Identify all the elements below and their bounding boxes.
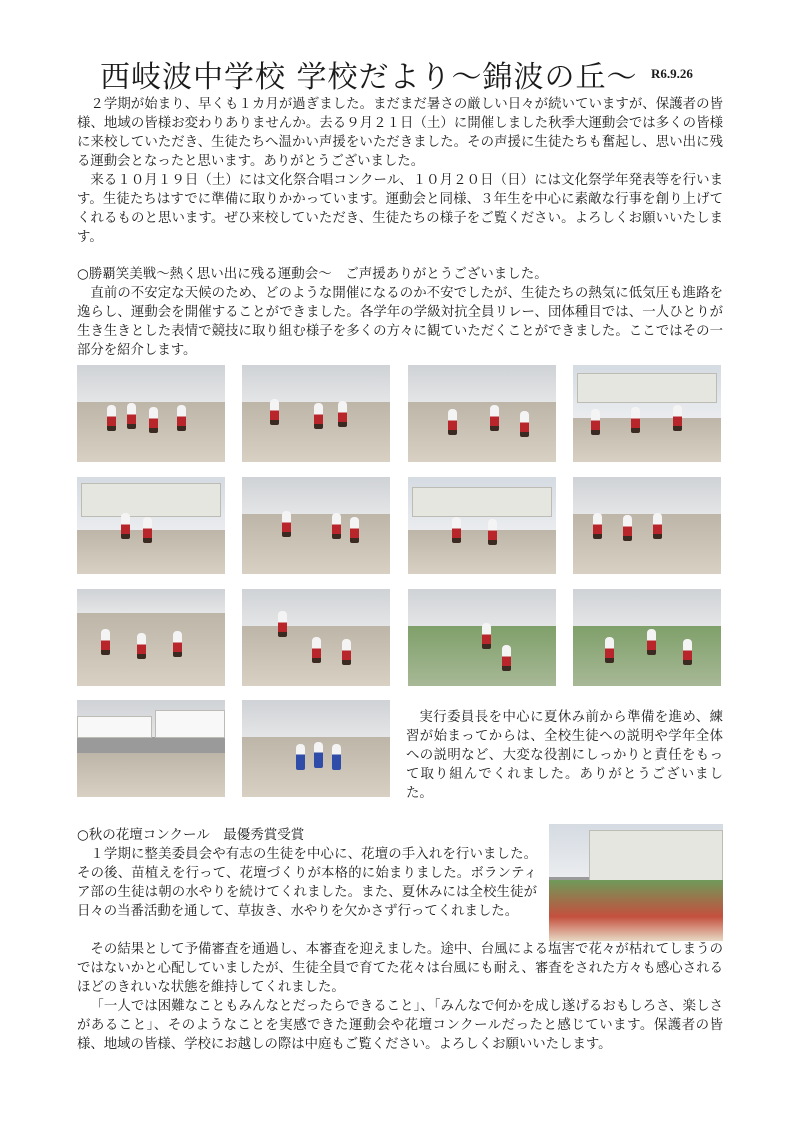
sports-photo-tug-4 xyxy=(573,589,721,686)
intro-paragraph-2: 来る１０月１９日（土）には文化祭合唱コンクール、１０月２０日（日）には文化祭学年発表等を行います。生徒たちはすでに準備に取りかかっています。運動会と同様、３年生を中心に素敵な行事を創り上げてくれるものと思います。ぜひ来校していただき、生徒たちの様子をご覧ください。よろしくお願いいたします。 xyxy=(77,173,723,245)
sports-photo-tents xyxy=(77,700,225,797)
flower-bed-heading: ○秋の花壇コンクール 最優秀賞受賞 xyxy=(77,827,305,843)
sports-photo-tug-1 xyxy=(77,589,225,686)
sports-photo-race-1 xyxy=(77,477,225,574)
flower-bed-paragraph-1: １学期に整美委員会や有志の生徒を中心に、花壇の手入れを行いました。その後、苗植えを行って、花壇づくりが本格的に始まりました。ボランティア部の生徒は朝の水やりを続けてくれました。また、夏休みには全校生徒が日々の当番活動を通して、草抜き、水やりを欠かさず行ってくれました。 xyxy=(77,847,537,919)
flower-bed-text-2 xyxy=(77,940,723,1054)
intro-paragraph-1: ２学期が始まり、早くも１カ月が過ぎました。まだまだ暑さの厳しい日々が続いていますが、保護者の皆様、地域の皆様お変わりありませんか。去る９月２１日（土）に開催しました秋季大運動会では多くの皆様に来校していただき、生徒たちへ温かい声援をいただきました。その声援に生徒たちも奮起し、思い出に残る運動会となったと思います。ありがとうございました。 xyxy=(77,97,723,169)
sports-photo-tug-3 xyxy=(408,589,556,686)
flower-bed-paragraph-3: 「一人では困難なこともみんなとだったらできること」、「みんなで何かを成し遂げるおもしろさ、楽しさがあること」、そのようなことを実感できた運動会や花壇コンクールだったと感じています。保護者の皆様、地域の皆様、学校にお越しの際は中庭もご覧ください。よろしくお願いいたします。 xyxy=(77,999,723,1052)
sports-photo-race-2 xyxy=(242,477,390,574)
flower-bed-photo xyxy=(549,824,723,941)
intro-section xyxy=(77,95,723,247)
newsletter-title: 西岐波中学校 学校だより〜錦波の丘〜 xyxy=(100,60,638,95)
sports-photo-parade xyxy=(242,700,390,797)
sports-photo-relay-1 xyxy=(77,365,225,462)
sports-photo-race-3 xyxy=(408,477,556,574)
sports-photo-relay-3 xyxy=(408,365,556,462)
sports-day-text xyxy=(77,284,723,360)
committee-text xyxy=(406,708,723,803)
sports-photo-race-4 xyxy=(573,477,721,574)
issue-date: R6.9.26 xyxy=(651,66,693,81)
sports-day-heading: ○勝覇笑美戦〜熱く思い出に残る運動会〜 ご声援ありがとうございました。 xyxy=(77,266,548,282)
flower-bed-paragraph-2: その結果として予備審査を通過し、本審査を迎えました。途中、台風による塩害で花々が枯れてしまうのではないかと心配していましたが、生徒全員で育てた花々は台風にも耐え、審査をされた方々も感心されるほどのきれいな状態を維持してくれました。 xyxy=(77,942,723,995)
flower-bed-text-1 xyxy=(77,845,537,921)
sports-day-paragraph: 直前の不安定な天候のため、どのような開催になるのか不安でしたが、生徒たちの熱気に低気圧も進路を逸らし、運動会を開催することができました。各学年の学級対抗全員リレー、団体種目では、一人ひとりが生き生きとした表情で競技に取り組む様子を多くの方々に観ていただくことができました。ここではその一部分を紹介します。 xyxy=(77,286,723,358)
committee-paragraph: 実行委員長を中心に夏休み前から準備を進め、練習が始まってからは、全校生徒への説明や学年全体への説明など、大変な役割にしっかりと責任をもって取り組んでくれました。ありがとうございました。 xyxy=(406,710,723,801)
sports-photo-relay-2 xyxy=(242,365,390,462)
sports-photo-tug-2 xyxy=(242,589,390,686)
sports-photo-relay-4 xyxy=(573,365,721,462)
